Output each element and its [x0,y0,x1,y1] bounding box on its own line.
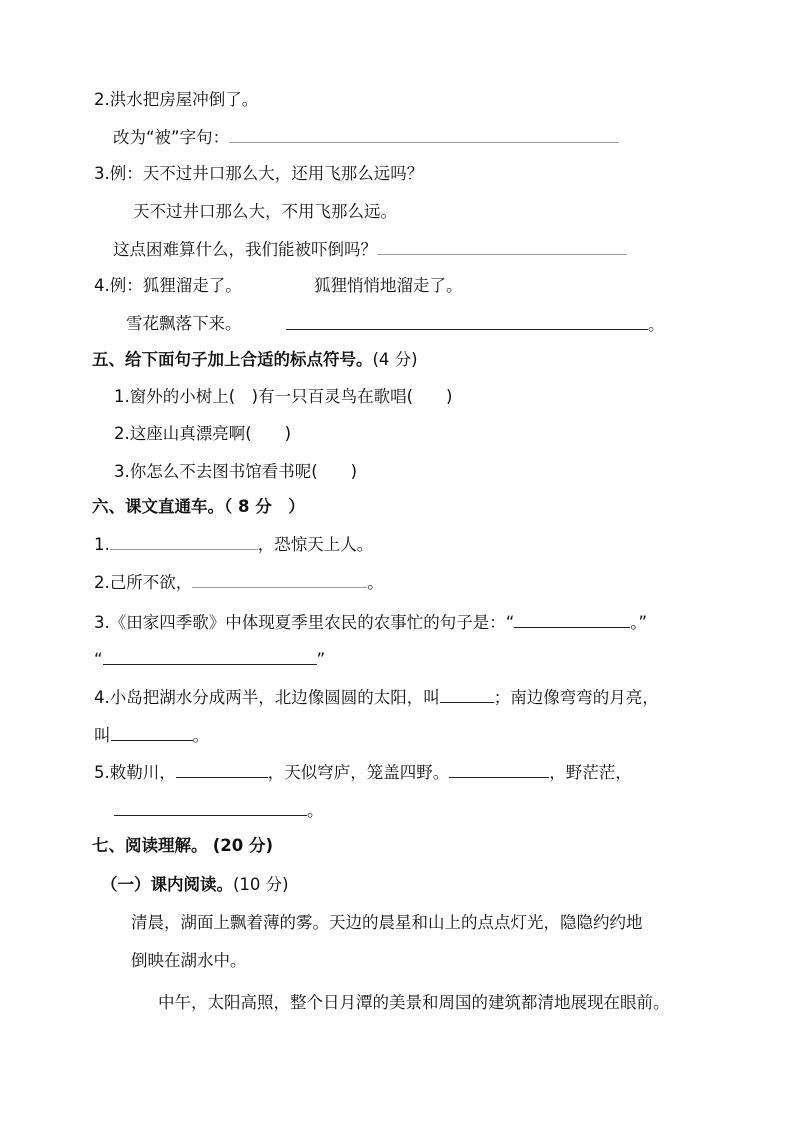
s6-item-4-line2 [94,724,209,746]
s6-item-1 [94,533,373,555]
punct-item[interactable]: 2.这座山真漂亮啊( ) [114,424,292,443]
item-text: 。” [630,613,648,632]
answer-blank[interactable] [514,611,630,628]
answer-blank[interactable] [377,238,627,255]
q-item-3: 3.例：天不过井口那么大，还用飞那么远吗？ [94,164,424,183]
section5-heading [92,349,418,371]
reading-paragraph: 倒映在湖水中。 [131,951,247,970]
s6-item-3 [94,611,647,633]
punct-item[interactable]: 1.窗外的小树上( )有一只百灵鸟在歌唱( ) [114,387,453,406]
reading-paragraph: 中午，太阳高照，整个日月潭的美景和周国的建筑都清地展现在眼前。 [158,993,670,1012]
q-item-2: 2.洪水把房屋冲倒了。 [94,90,259,109]
item-text: 叫 [94,726,111,745]
prompt-label: 改为“被”字句： [113,128,230,147]
q-item-3-prompt [113,238,627,260]
section-score: (4 分) [372,350,418,369]
item-number: 1. [94,535,110,554]
s6-item-2 [94,571,384,593]
q-item-4-prompt: 雪花飘落下来。 [126,314,242,333]
item-text: 3.《田家四季歌》中体现夏季里农民的农事忙的句子是：“ [94,613,515,632]
section-title: 七、阅读理解。 [92,836,208,855]
answer-blank[interactable] [440,686,494,703]
answer-blank[interactable] [176,761,268,778]
s6-item-3-line2 [94,648,325,670]
q-item-4-answer [286,313,665,335]
quote: “ [94,650,103,669]
answer-blank[interactable] [110,533,258,550]
prompt-label: 这点困难算什么，我们能被吓倒吗？ [113,240,377,259]
answer-blank[interactable] [229,126,619,143]
item-text: ，野茫茫， [549,763,632,782]
q-item-3-example: 天不过井口那么大，不用飞那么远。 [133,202,397,221]
item-text: 2.己所不欲， [94,573,193,592]
answer-blank[interactable] [103,648,317,665]
section6-heading: 六、课文直通车。（ 8 分 ） [92,497,305,516]
section7-heading [92,835,273,857]
period: 。 [367,573,384,592]
item-text: ，天似穹庐，笼盖四野。 [267,763,450,782]
answer-blank[interactable] [286,313,648,330]
period: 。 [307,801,324,820]
reading-paragraph: 清晨，湖面上飘着薄的雾。天边的晨星和山上的点点灯光，隐隐约约地 [131,913,643,932]
item-text: ；南边像弯弯的月亮， [493,688,659,707]
item-text: ，恐惊天上人。 [257,535,374,554]
answer-blank[interactable] [449,761,549,778]
item-text: 4.小岛把湖水分成两半，北边像圆圆的太阳，叫 [94,688,440,707]
item-text: 5.敕勒川， [94,763,176,782]
section7-sub-heading [101,874,289,896]
period: 。 [648,315,665,334]
s6-item-4 [94,686,659,708]
section-title: 五、给下面句子加上合适的标点符号。 [92,350,373,369]
s6-item-5-line2 [114,799,324,821]
s6-item-5 [94,761,632,783]
punct-item[interactable]: 3.你怎么不去图书馆看书呢( ) [114,462,358,481]
q-item-4: 4.例：狐狸溜走了。 [94,276,242,295]
sub-title: （一）课内阅读。 [101,875,233,894]
section-score: (20 分) [212,836,274,855]
sub-score: (10 分) [233,875,289,894]
q-item-4-example: 狐狸悄悄地溜走了。 [314,276,463,295]
answer-blank[interactable] [114,799,307,816]
q-item-2-prompt [113,126,619,148]
answer-blank[interactable] [192,571,367,588]
quote: ” [316,650,326,669]
period: 。 [192,726,209,745]
answer-blank[interactable] [111,724,193,741]
